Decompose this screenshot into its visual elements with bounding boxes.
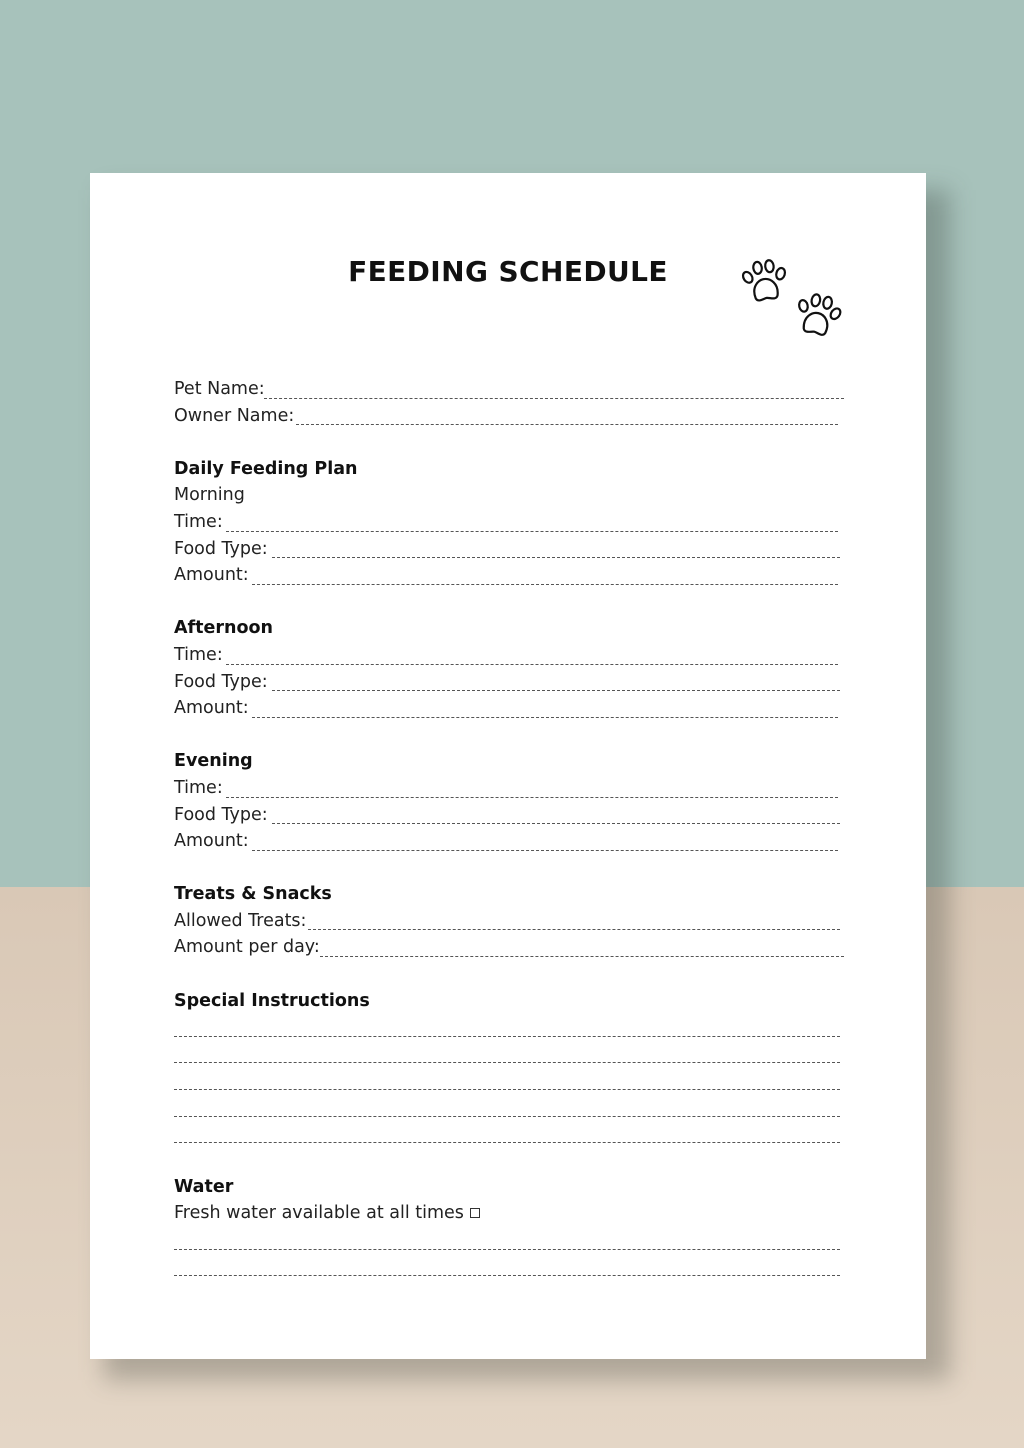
checkbox-icon[interactable] bbox=[470, 1208, 480, 1218]
afternoon-amount-field[interactable] bbox=[174, 695, 844, 722]
morning-food-type-field[interactable] bbox=[174, 536, 844, 563]
paw-prints-icon bbox=[735, 255, 847, 349]
form-body bbox=[174, 376, 844, 1280]
special-instructions-line[interactable] bbox=[174, 1094, 844, 1121]
amount-label: Amount: bbox=[174, 831, 249, 852]
water-notes-line[interactable] bbox=[174, 1227, 844, 1254]
food-type-label: Food Type: bbox=[174, 804, 268, 825]
special-instructions-line[interactable] bbox=[174, 1121, 844, 1148]
fresh-water-row bbox=[174, 1200, 844, 1227]
morning-label: Morning bbox=[174, 485, 245, 506]
special-instructions-line[interactable] bbox=[174, 1014, 844, 1041]
fresh-water-label: Fresh water available at all times bbox=[174, 1203, 464, 1224]
water-notes-line[interactable] bbox=[174, 1254, 844, 1281]
evening-amount-field[interactable] bbox=[174, 828, 844, 855]
amount-label: Amount: bbox=[174, 698, 249, 719]
afternoon-heading: Afternoon bbox=[174, 618, 273, 639]
special-instructions-line[interactable] bbox=[174, 1041, 844, 1068]
owner-name-field[interactable] bbox=[174, 403, 844, 430]
page-title: FEEDING SCHEDULE bbox=[348, 255, 668, 288]
water-heading: Water bbox=[174, 1176, 234, 1197]
evening-time-field[interactable] bbox=[174, 775, 844, 802]
amount-per-day-label: Amount per day: bbox=[174, 937, 320, 958]
morning-amount-field[interactable] bbox=[174, 562, 844, 589]
time-label: Time: bbox=[174, 511, 223, 532]
amount-label: Amount: bbox=[174, 565, 249, 586]
feeding-schedule-sheet bbox=[90, 173, 926, 1359]
daily-feeding-plan-heading: Daily Feeding Plan bbox=[174, 458, 358, 479]
pet-name-field[interactable] bbox=[174, 376, 844, 403]
food-type-label: Food Type: bbox=[174, 671, 268, 692]
amount-per-day-field[interactable] bbox=[174, 934, 844, 961]
evening-heading: Evening bbox=[174, 751, 253, 772]
allowed-treats-label: Allowed Treats: bbox=[174, 910, 307, 931]
afternoon-food-type-field[interactable] bbox=[174, 669, 844, 696]
owner-name-label: Owner Name: bbox=[174, 405, 295, 426]
evening-food-type-field[interactable] bbox=[174, 802, 844, 829]
allowed-treats-field[interactable] bbox=[174, 908, 844, 935]
food-type-label: Food Type: bbox=[174, 538, 268, 559]
time-label: Time: bbox=[174, 644, 223, 665]
afternoon-time-field[interactable] bbox=[174, 642, 844, 669]
special-instructions-line[interactable] bbox=[174, 1067, 844, 1094]
special-instructions-heading: Special Instructions bbox=[174, 990, 370, 1011]
time-label: Time: bbox=[174, 777, 223, 798]
morning-time-field[interactable] bbox=[174, 509, 844, 536]
treats-snacks-heading: Treats & Snacks bbox=[174, 884, 332, 905]
pet-name-label: Pet Name: bbox=[174, 379, 265, 399]
